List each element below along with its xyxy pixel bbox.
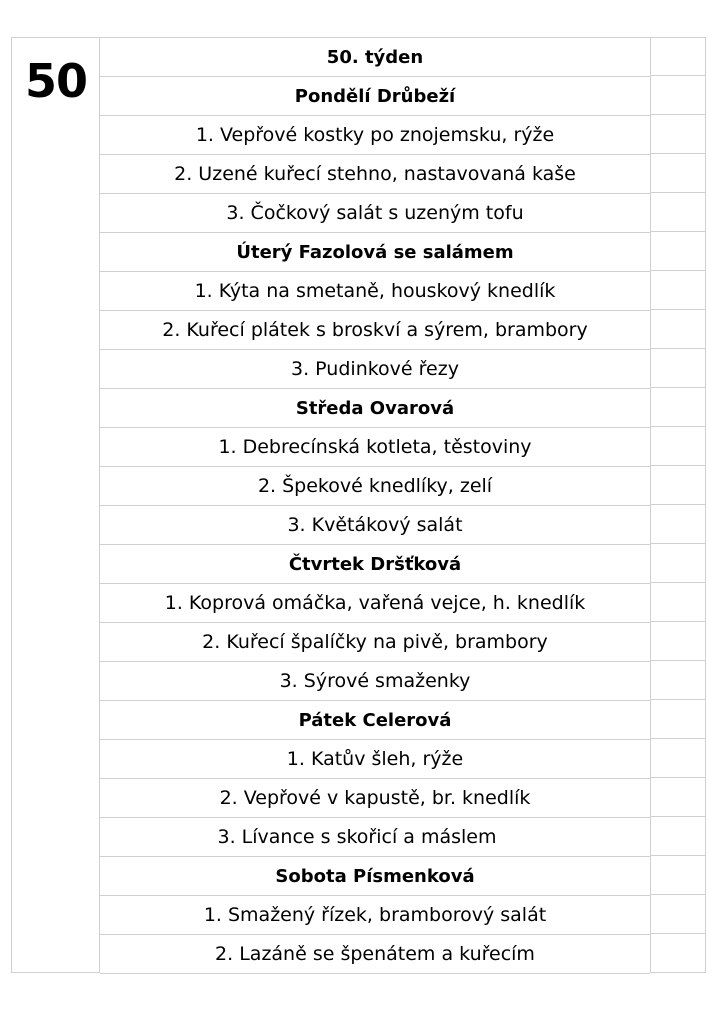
notes-grid-line: [650, 231, 706, 232]
week-title: 50. týden: [100, 38, 650, 77]
notes-grid-line: [650, 465, 706, 466]
notes-grid-line: [650, 192, 706, 193]
notes-grid-line: [650, 621, 706, 622]
notes-grid-line: [650, 153, 706, 154]
menu-item: 3. Sýrové smaženky: [100, 662, 650, 701]
menu-item: 2. Uzené kuřecí stehno, nastavovaná kaše: [100, 155, 650, 194]
menu-item: 1. Koprová omáčka, vařená vejce, h. knedlík: [100, 584, 650, 623]
notes-grid-line: [650, 894, 706, 895]
day-heading-thursday: Čtvrtek Dršťková: [100, 545, 650, 584]
notes-grid-line: [650, 114, 706, 115]
menu-item: 1. Katův šleh, rýže: [100, 740, 650, 779]
menu-item: 2. Vepřové v kapustě, br. knedlík: [100, 779, 650, 818]
menu-sheet: [11, 37, 706, 973]
notes-grid-line: [650, 699, 706, 700]
menu-item: 3. Pudinkové řezy: [100, 350, 650, 389]
menu-item: 1. Kýta na smetaně, houskový knedlík: [100, 272, 650, 311]
day-heading-tuesday: Úterý Fazolová se salámem: [100, 233, 650, 272]
notes-grid-line: [650, 777, 706, 778]
menu-item: 2. Špekové knedlíky, zelí: [100, 467, 650, 506]
menu-rows: [100, 37, 650, 973]
day-heading-saturday: Sobota Písmenková: [100, 857, 650, 896]
day-heading-wednesday: Středa Ovarová: [100, 389, 650, 428]
notes-grid-line: [650, 816, 706, 817]
notes-grid-line: [650, 309, 706, 310]
notes-grid-line: [650, 543, 706, 544]
notes-grid-line: [650, 75, 706, 76]
notes-grid-line: [650, 504, 706, 505]
notes-grid-line: [650, 270, 706, 271]
notes-grid-line: [650, 426, 706, 427]
notes-grid-line: [650, 582, 706, 583]
menu-item: 1. Vepřové kostky po znojemsku, rýže: [100, 116, 650, 155]
notes-grid-line: [650, 738, 706, 739]
menu-item: 1. Debrecínská kotleta, těstoviny: [100, 428, 650, 467]
notes-grid-line: [650, 855, 706, 856]
menu-item: 1. Smažený řízek, bramborový salát: [100, 896, 650, 935]
notes-grid-line: [650, 387, 706, 388]
notes-grid-line: [650, 933, 706, 934]
week-number-cell: [11, 37, 100, 973]
day-heading-monday: Pondělí Drůbeží: [100, 77, 650, 116]
menu-item: 2. Lazáně se špenátem a kuřecím: [100, 935, 650, 974]
notes-grid-line: [650, 348, 706, 349]
menu-item: 3. Květákový salát: [100, 506, 650, 545]
week-number: 50: [25, 54, 88, 108]
menu-item: 2. Kuřecí plátek s broskví a sýrem, brambory: [100, 311, 650, 350]
notes-column: [650, 37, 706, 973]
menu-item: 3. Lívance s skořicí a máslem: [100, 818, 650, 857]
day-heading-friday: Pátek Celerová: [100, 701, 650, 740]
notes-grid-line: [650, 660, 706, 661]
menu-item: 2. Kuřecí špalíčky na pivě, brambory: [100, 623, 650, 662]
menu-item: 3. Čočkový salát s uzeným tofu: [100, 194, 650, 233]
